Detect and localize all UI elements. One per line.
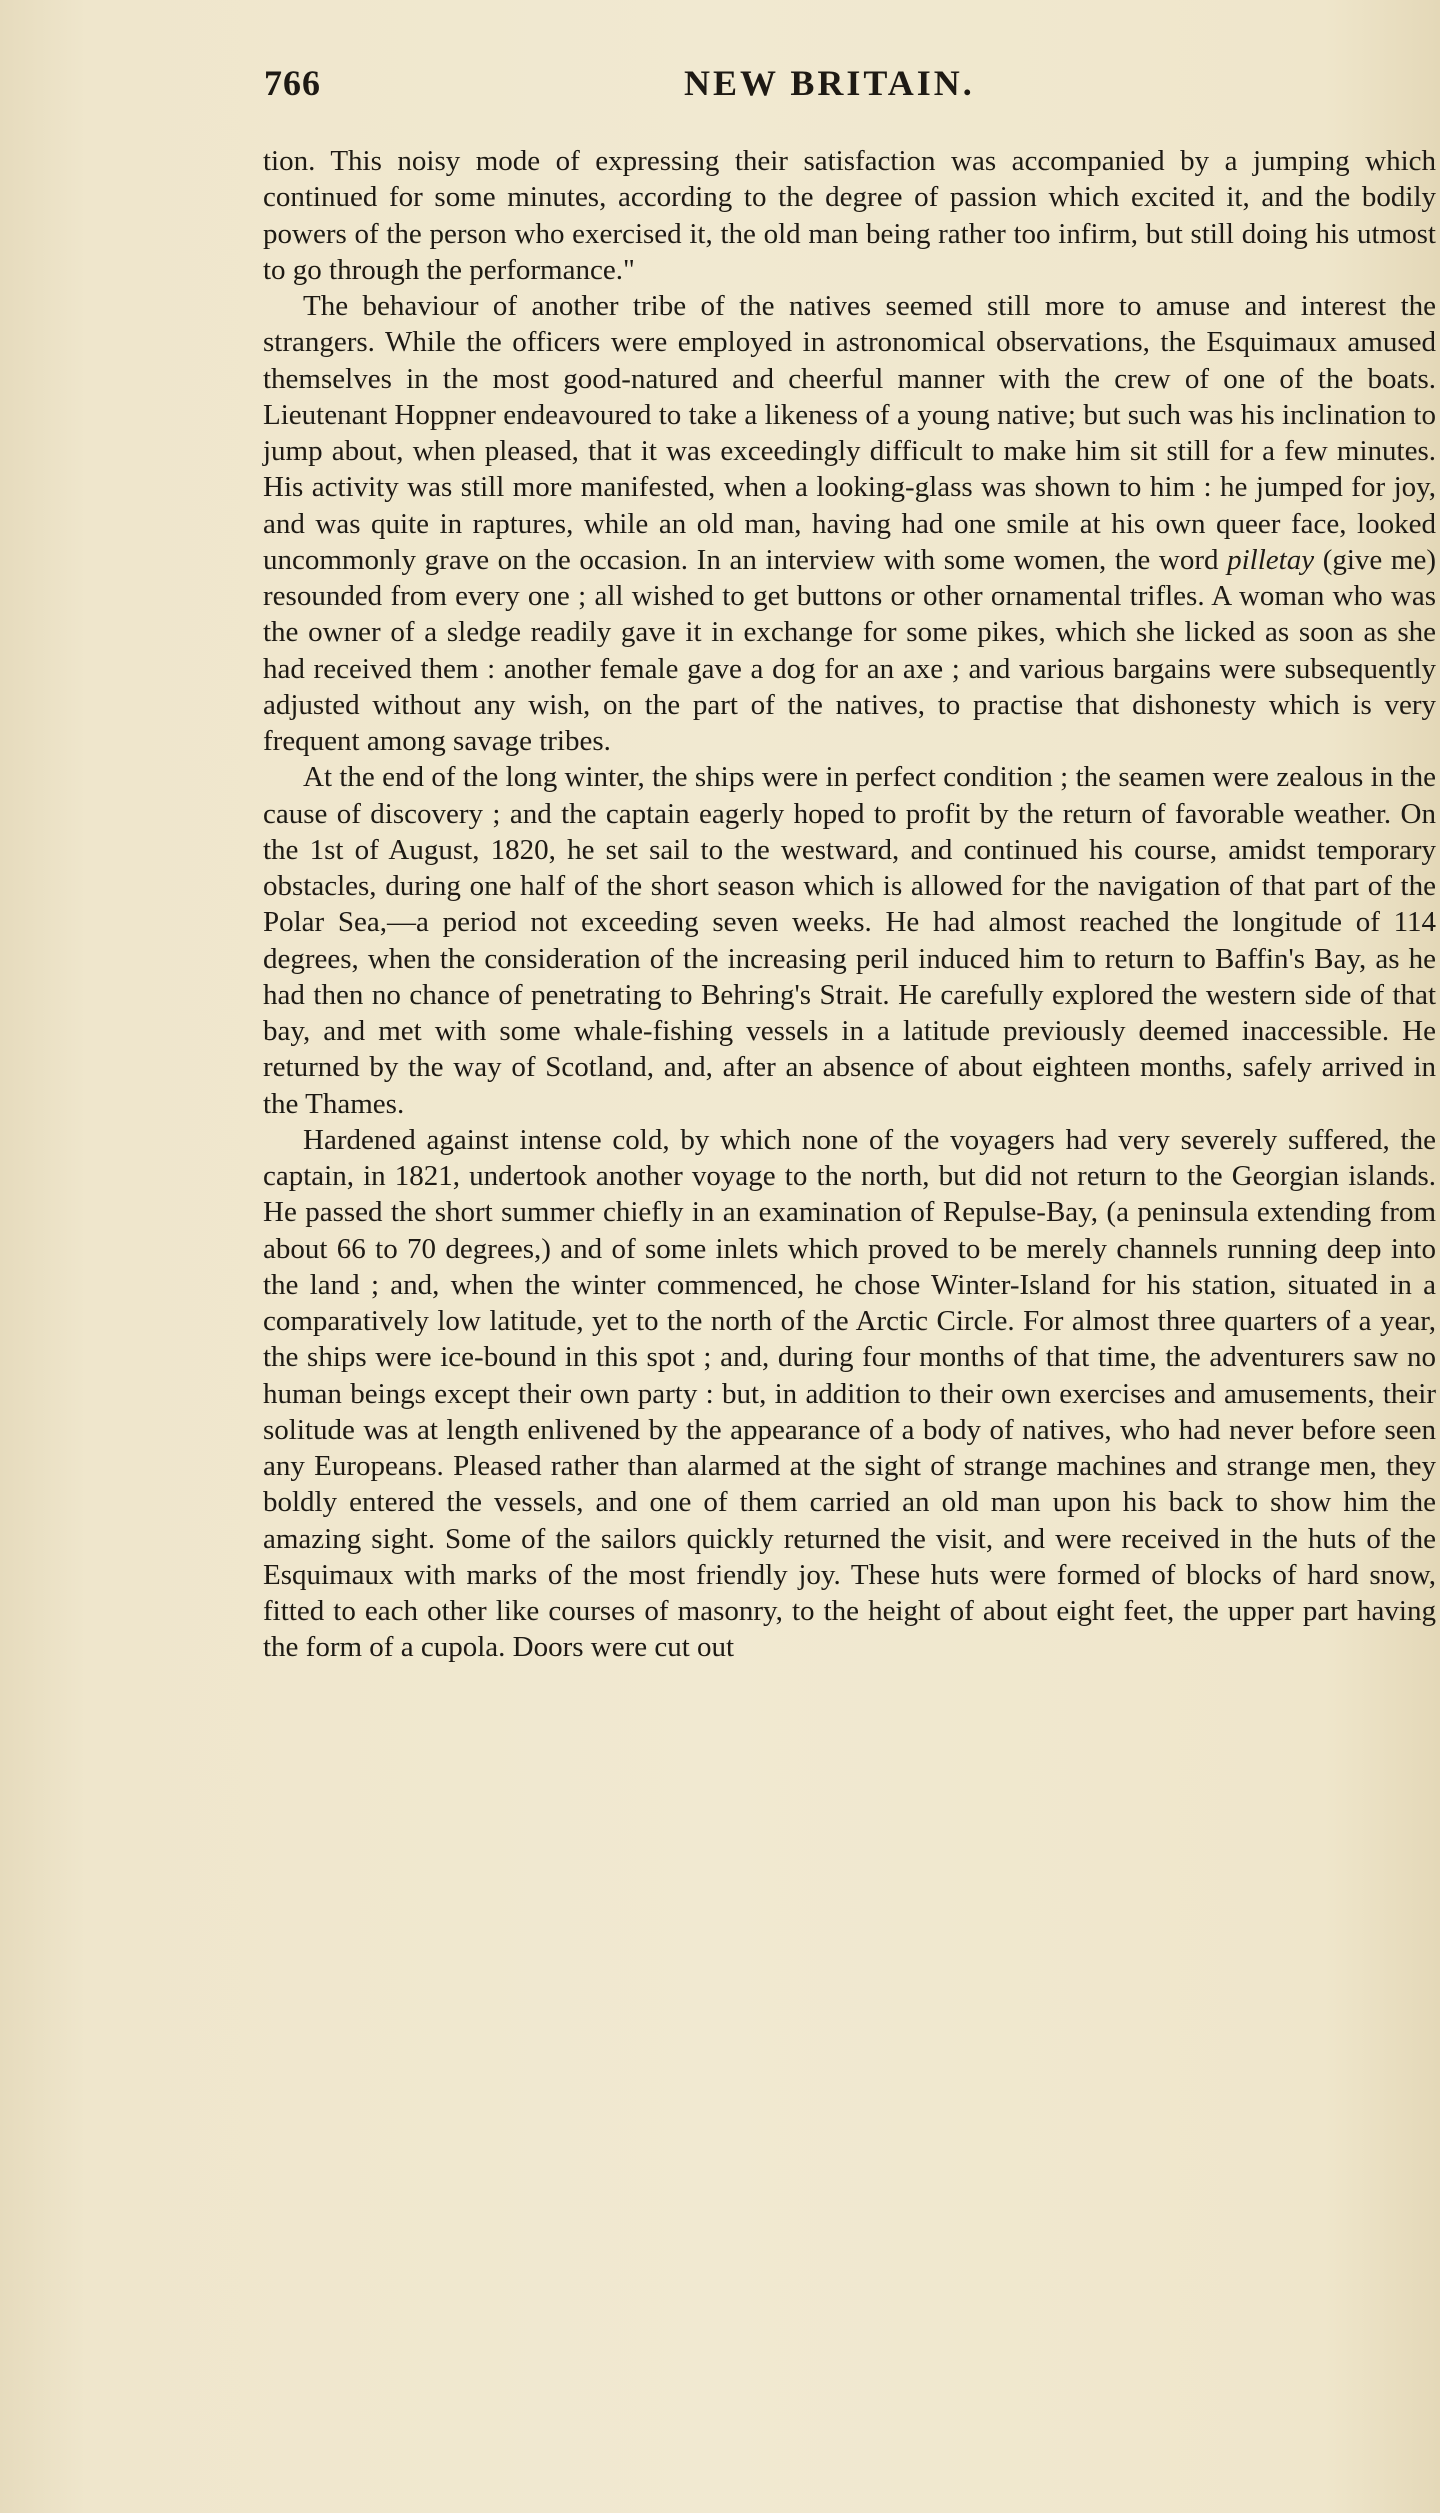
paragraph-2 [263, 288, 1436, 759]
paragraph-4: Hardened against intense cold, by which none of the voyagers had very severely suffered, the captain, in 1821, undertook another voyage to the north, but did not return to the Georgian islands. He passed the short summer chiefly in an examination of Repulse-Bay, (a peninsula extending from about 66 to 70 degrees,) and of some inlets which proved to be merely channels running deep into the land ; and, when the winter commenced, he chose Winter-Island for his station, situated in a comparatively low latitude, yet to the north of the Arctic Circle. For almost three quarters of a year, the ships were ice-bound in this spot ; and, during four months of that time, the adventurers saw no human beings except their own party : but, in addition to their own exercises and amusements, their solitude was at length enlivened by the appearance of a body of natives, who had never before seen any Europeans. Pleased rather than alarmed at the sight of strange machines and strange men, they boldly entered the vessels, and one of them carried an old man upon his back to show him the amazing sight. Some of the sailors quickly returned the visit, and were received in the huts of the Esquimaux with marks of the most friendly joy. These huts were formed of blocks of hard snow, fitted to each other like courses of masonry, to the height of about eight feet, the upper part having the form of a cupola. Doors were cut out [263, 1123, 1436, 1664]
running-head: NEW BRITAIN. [684, 63, 975, 103]
paragraph-1: tion. This noisy mode of expressing their satisfaction was accompanied by a jumping which continued for some minutes, according to the degree of passion which excited it, and the bodily powers of the person who exercised it, the old man being rather too infirm, but still doing his utmost to go through the performance." [263, 145, 1436, 286]
body-text [263, 143, 1436, 1666]
paragraph-3: At the end of the long winter, the ships were in perfect condition ; the seamen were zealous in the cause of discovery ; and the captain eagerly hoped to profit by the return of favorable weather. On the 1st of August, 1820, he set sail to the westward, and continued his course, amidst temporary obstacles, during one half of the short season which is allowed for the navigation of that part of the Polar Sea,—a period not exceeding seven weeks. He had almost reached the longitude of 114 degrees, when the consideration of the increasing peril induced him to return to Baffin's Bay, as he had then no chance of penetrating to Behring's Strait. He carefully explored the western side of that bay, and met with some whale-fishing vessels in a latitude previously deemed inaccessible. He returned by the way of Scotland, and, after an absence of about eighteen months, safely arrived in the Thames. [263, 761, 1436, 1120]
paragraph-2-before: The behaviour of another tribe of the natives seemed still more to amuse and interest the strangers. While the officers were employed in astronomical observations, the Esquimaux amused themselves in the most good-natured and cheerful manner with the crew of one of the boats. Lieutenant Hoppner endeavoured to take a likeness of a young native; but such was his inclination to jump about, when pleased, that it was exceedingly difficult to make him sit still for a few minutes. His activity was still more manifested, when a looking-glass was shown to him : he jumped for joy, and was quite in raptures, while an old man, having had one smile at his own queer face, looked uncommonly grave on the occasion. In an interview with some women, the word [263, 290, 1436, 576]
italic-word: pilletay [1227, 543, 1315, 576]
paragraph-2-after: (give me) resounded from every one ; all wished to get buttons or other ornamental trifles. A woman who was the owner of a sledge readily gave it in exchange for some pikes, which she licked as soon as she had received them : another female gave a dog for an axe ; and various bargains were subsequently adjusted without any wish, on the part of the natives, to practise that dishonesty which is very frequent among savage tribes. [263, 543, 1437, 757]
page-header [264, 62, 1436, 122]
page-number: 766 [264, 63, 321, 103]
